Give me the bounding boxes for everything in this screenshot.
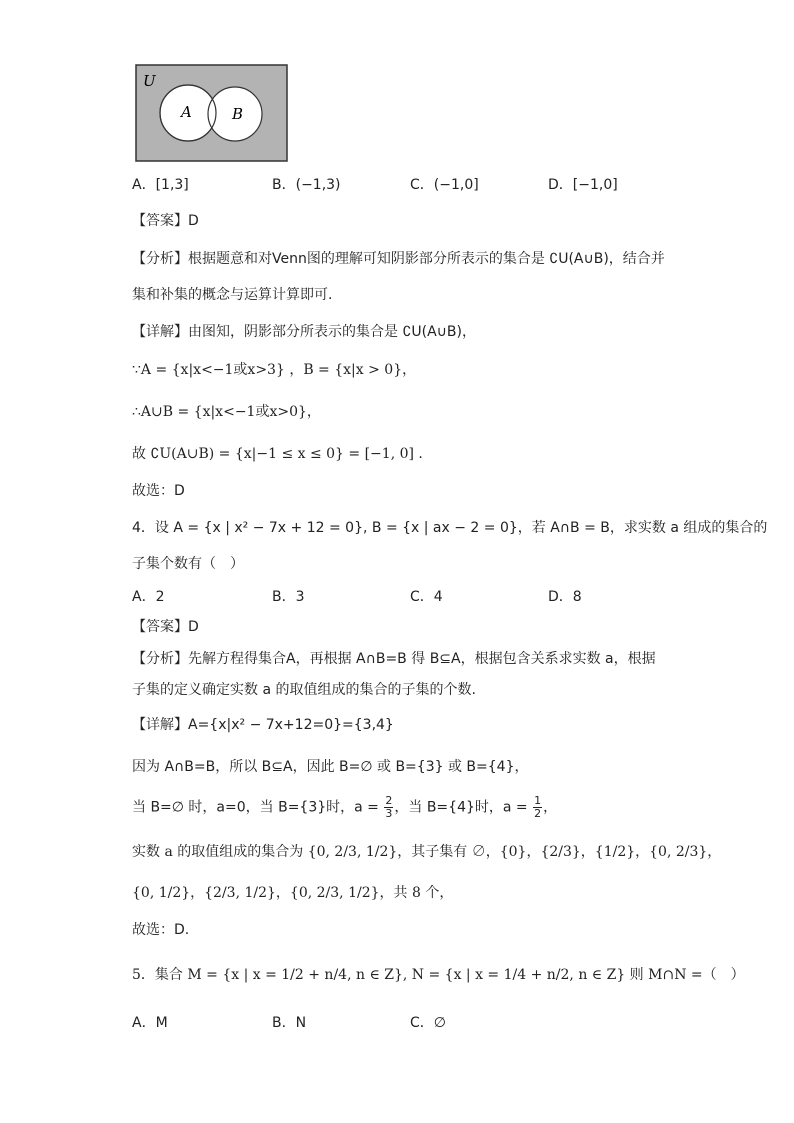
q5-stem: 5．集合 M = {x | x = 1/2 + n/4, n ∈ Z}, N = {x | x = 1/4 + n/2, n ∈ Z} 则 M∩N =（ ） [132, 967, 745, 983]
q3-choose: 故选：D [132, 483, 185, 499]
q4-stem-line-1: 4．设 A = {x | x² − 7x + 12 = 0}, B = {x | ax − 2 = 0}，若 A∩B = B，求实数 a 组成的集合的 [132, 520, 768, 536]
q3-option-b: B．(−1,3) [272, 177, 341, 193]
venn-diagram [135, 64, 288, 162]
q3-detail-line-1: 【详解】由图知，阴影部分所表示的集合是 ∁U(A∪B)， [132, 324, 476, 340]
q5-option-c: C．∅ [410, 1015, 446, 1031]
q4-analysis-line-2: 子集的定义确定实数 a 的取值组成的集合的子集的个数. [132, 682, 476, 698]
q4-detail-3-part-1: 当 B=∅ 时，a=0，当 B={3}时，a = [132, 799, 384, 816]
q3-option-c: C．(−1,0] [410, 177, 479, 193]
q3-answer: 【答案】D [132, 213, 199, 229]
q4-option-c: C．4 [410, 589, 443, 605]
q4-detail-line-2: 因为 A∩B=B，所以 B⊆A，因此 B=∅ 或 B={3} 或 B={4}， [132, 759, 529, 775]
venn-a-label: A [181, 103, 192, 121]
q4-detail-line-3 [132, 795, 557, 820]
q4-detail-3-part-3: ， [543, 799, 558, 816]
q3-analysis-line-2: 集和补集的概念与运算计算即可. [132, 287, 333, 303]
q4-option-d: D．8 [548, 589, 582, 605]
q3-detail-line-2: ∵A = {x|x<−1或x>3} ，B = {x|x > 0}， [132, 362, 417, 378]
q4-detail-line-1: 【详解】A={x|x² − 7x+12=0}={3,4} [132, 717, 394, 733]
q5-option-a: A．M [132, 1015, 168, 1031]
q4-detail-line-5: {0, 1/2}，{2/3, 1/2}，{0, 2/3, 1/2}，共 8 个， [132, 885, 454, 901]
q4-choose: 故选：D. [132, 922, 190, 938]
q4-option-a: A．2 [132, 589, 165, 605]
q4-analysis-line-1: 【分析】先解方程得集合A，再根据 A∩B=B 得 B⊆A，根据包含关系求实数 a，根据 [132, 651, 656, 667]
q4-option-b: B．3 [272, 589, 305, 605]
venn-b-label: B [232, 105, 244, 123]
fraction-two-thirds: $\frac{2}{3}$ [385, 794, 393, 820]
q3-option-a: A．[1,3] [132, 177, 189, 193]
q4-detail-3-part-2: ，当 B={4}时，a = [394, 799, 533, 816]
q3-detail-line-3: ∴A∪B = {x|x<−1或x>0}， [132, 404, 321, 420]
q4-detail-line-4: 实数 a 的取值组成的集合为 {0, 2/3, 1/2}，其子集有 ∅，{0}，{2/3}，{1/2}，{0, 2/3}， [132, 844, 722, 860]
q5-option-b: B．N [272, 1015, 307, 1031]
venn-u-label: U [143, 72, 156, 90]
fraction-one-half: $\frac{1}{2}$ [534, 794, 542, 820]
q3-detail-line-4: 故 ∁U(A∪B) = {x|−1 ≤ x ≤ 0} = [−1, 0] . [132, 446, 423, 462]
q3-analysis-line-1: 【分析】根据题意和对Venn图的理解可知阴影部分所表示的集合是 ∁U(A∪B)，结合并 [132, 251, 665, 267]
q4-stem-line-2: 子集个数有（ ） [132, 556, 244, 572]
q3-option-d: D．[−1,0] [548, 177, 618, 193]
q4-answer: 【答案】D [132, 619, 199, 635]
